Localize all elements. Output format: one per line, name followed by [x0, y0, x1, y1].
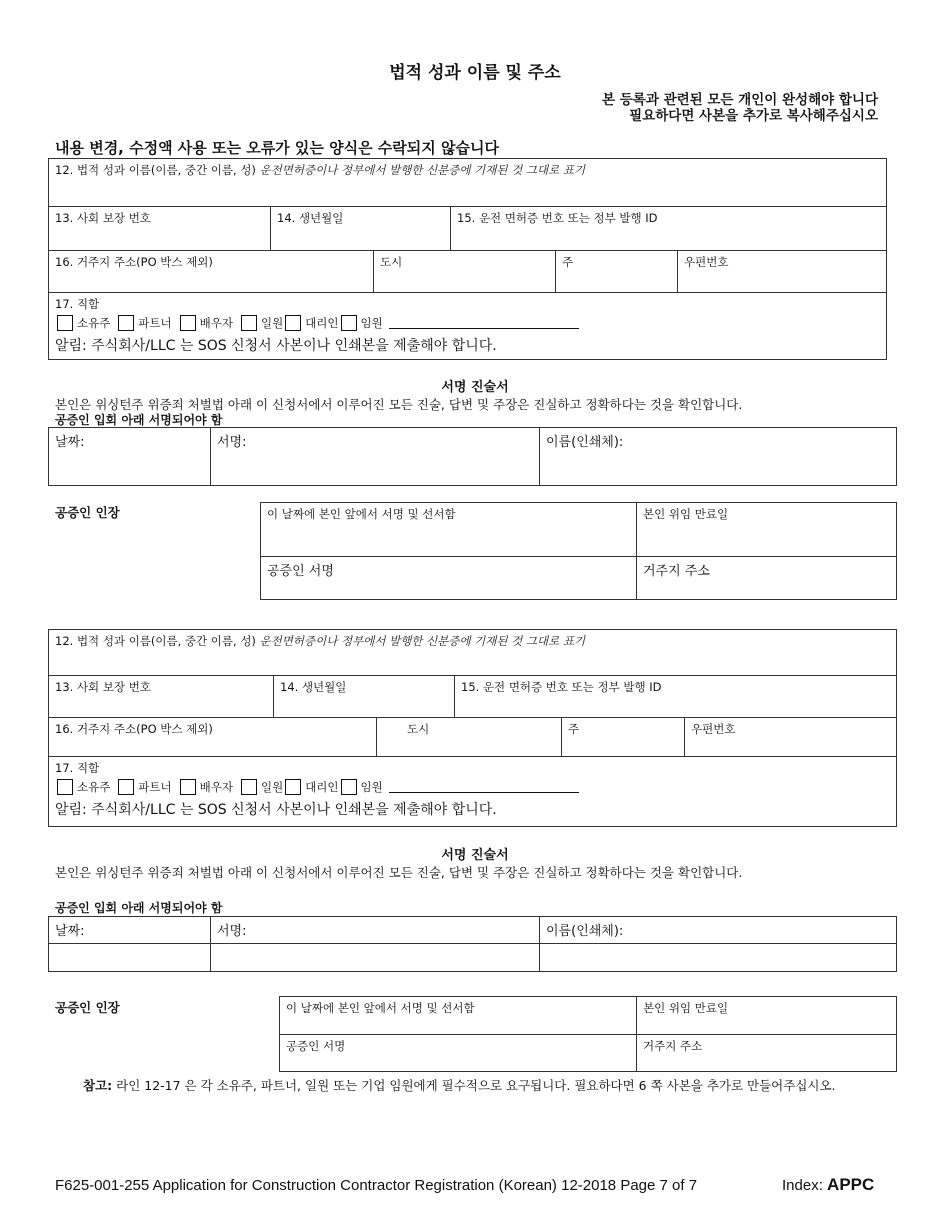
birthdate-label: 14. 생년월일 — [280, 680, 347, 694]
state-label: 주 — [568, 722, 580, 736]
option-agent: 대리인 — [305, 780, 339, 794]
print-name-label: 이름(인쇄체): — [546, 435, 624, 450]
note-prefix: 참고: — [83, 1078, 113, 1093]
state-field[interactable] — [556, 251, 678, 293]
state-label: 주 — [562, 255, 574, 269]
address-field[interactable] — [49, 251, 374, 293]
state-field-2[interactable] — [562, 718, 685, 757]
option-agent: 대리인 — [305, 316, 339, 330]
city-field[interactable] — [374, 251, 556, 293]
ssn-field[interactable] — [49, 207, 271, 251]
license-id-field[interactable] — [451, 207, 887, 251]
option-member: 일원 — [260, 316, 284, 330]
zip-label: 우편번호 — [684, 255, 729, 269]
checkbox-owner[interactable] — [57, 315, 73, 331]
checkbox-agent[interactable] — [285, 315, 301, 331]
page-title: 법적 성과 이름 및 주소 — [389, 63, 561, 83]
sworn-label: 이 날짜에 본인 앞에서 서명 및 선서함 — [286, 1001, 475, 1015]
option-officer: 임원 — [360, 316, 383, 330]
signature-table-2 — [48, 916, 897, 972]
address-label: 16. 거주지 주소(PO 박스 제외) — [55, 255, 213, 269]
commission-field-2[interactable] — [637, 997, 897, 1035]
option-owner: 소유주 — [77, 316, 111, 330]
address-field-2[interactable] — [49, 718, 377, 757]
notary-stamp-label-2: 공증인 인장 — [55, 1000, 120, 1015]
checkbox-member-2[interactable] — [241, 779, 257, 795]
option-partner: 파트너 — [138, 316, 172, 330]
date-label-cell-2 — [49, 917, 211, 944]
zip-field-2[interactable] — [685, 718, 897, 757]
city-label: 도시 — [407, 722, 430, 736]
signature-statement-2: 본인은 위싱턴주 위증죄 처벌법 아래 이 신청서에서 이루어진 모든 진술, 답변 및 주장은 진실하고 정확하다는 것을 확인합니다. — [55, 865, 743, 880]
birthdate-label: 14. 생년월일 — [277, 211, 344, 225]
print-name-field-1[interactable] — [540, 428, 897, 486]
signature-statement-1: 본인은 위싱턴주 위증죄 처벌법 아래 이 신청서에서 이루어진 모든 진술, 답변 및 주장은 진실하고 정확하다는 것을 확인합니다. — [55, 397, 743, 412]
sign-label-cell-2 — [211, 917, 540, 944]
checkbox-officer[interactable] — [341, 315, 357, 331]
legal-name-hint: 운전면허증이나 정부에서 발행한 신분증에 기재된 것 그대로 표기 — [259, 163, 586, 177]
sign-label: 서명: — [217, 924, 247, 939]
residence-label: 거주지 주소 — [643, 1039, 703, 1053]
sign-field-2[interactable] — [211, 944, 540, 972]
birthdate-field[interactable] — [271, 207, 451, 251]
license-id-field-2[interactable] — [455, 676, 897, 718]
checkbox-owner-2[interactable] — [57, 779, 73, 795]
date-field-1[interactable] — [49, 428, 211, 486]
license-id-label: 15. 운전 면허증 번호 또는 정부 발행 ID — [461, 680, 662, 694]
commission-label: 본인 위임 만료일 — [643, 507, 729, 521]
occupation-options — [55, 315, 880, 331]
commission-field-1[interactable] — [637, 503, 897, 557]
date-label: 날짜: — [55, 435, 85, 450]
option-member: 일원 — [260, 780, 284, 794]
required-line-1: 본 등록과 관련된 모든 개인이 완성해야 합니다 — [602, 92, 878, 108]
note-text: 라인 12-17 은 각 소유주, 파트너, 일원 또는 기업 임원에게 필수적으로 요구됩니다. 필요하다면 6 쪽 사본을 추가로 만들어주십시오. — [116, 1078, 836, 1093]
llc-notice: 알림: 주식회사/LLC 는 SOS 신청서 사본이나 인쇄본을 제출해야 합니다. — [55, 338, 497, 354]
title-field-2 — [49, 757, 897, 827]
commission-label: 본인 위임 만료일 — [643, 1001, 729, 1015]
index-value: APPC — [827, 1175, 875, 1194]
option-officer: 임원 — [360, 780, 383, 794]
title-label: 17. 직함 — [55, 761, 100, 775]
notary-sign-label: 공증인 서명 — [286, 1039, 346, 1053]
checkbox-agent-2[interactable] — [285, 779, 301, 795]
title-field — [49, 293, 887, 360]
legal-name-field[interactable] — [49, 159, 887, 207]
ssn-label: 13. 사회 보장 번호 — [55, 680, 151, 694]
index-label: Index: — [782, 1177, 823, 1194]
checkbox-member[interactable] — [241, 315, 257, 331]
address-label: 16. 거주지 주소(PO 박스 제외) — [55, 722, 213, 736]
legal-name-label: 12. 법적 성과 이름(이름, 중간 이름, 성) — [55, 163, 256, 177]
ssn-field-2[interactable] — [49, 676, 274, 718]
signature-table-1 — [48, 427, 897, 486]
residence-field-1[interactable] — [637, 557, 897, 600]
notary-required-1: 공증인 입회 아래 서명되어야 함 — [55, 413, 223, 427]
sworn-field-2[interactable] — [280, 997, 637, 1035]
option-partner: 파트너 — [138, 780, 172, 794]
reference-note — [83, 1077, 843, 1095]
license-id-label: 15. 운전 면허증 번호 또는 정부 발행 ID — [457, 211, 658, 225]
alteration-warning: 내용 변경, 수정액 사용 또는 오류가 있는 양식은 수락되지 않습니다 — [55, 139, 499, 157]
notary-table-1 — [260, 502, 897, 600]
ssn-label: 13. 사회 보장 번호 — [55, 211, 151, 225]
checkbox-partner-2[interactable] — [118, 779, 134, 795]
llc-notice-2: 알림: 주식회사/LLC 는 SOS 신청서 사본이나 인쇄본을 제출해야 합니다. — [55, 802, 497, 818]
signature-title-1: 서명 진술서 — [441, 380, 509, 395]
city-field-2[interactable] — [377, 718, 562, 757]
occupation-options-2 — [55, 779, 890, 795]
person-form-2 — [48, 629, 897, 827]
title-label: 17. 직함 — [55, 297, 100, 311]
print-name-label: 이름(인쇄체): — [546, 924, 624, 939]
residence-label: 거주지 주소 — [643, 564, 710, 579]
officer-title-line[interactable] — [389, 317, 579, 329]
sign-label: 서명: — [217, 435, 247, 450]
residence-field-2[interactable] — [637, 1035, 897, 1072]
option-spouse: 배우자 — [199, 316, 233, 330]
person-form-1 — [48, 158, 887, 360]
date-label: 날짜: — [55, 924, 85, 939]
legal-name-hint: 운전면허증이나 정부에서 발행한 신분증에 기재된 것 그대로 표기 — [259, 634, 586, 648]
notary-sign-field-1[interactable] — [261, 557, 637, 600]
required-line-2: 필요하다면 사본을 추가로 복사해주십시오 — [629, 108, 878, 124]
notary-required-2: 공증인 입회 아래 서명되어야 함 — [55, 901, 223, 915]
print-name-field-2[interactable] — [540, 944, 897, 972]
option-spouse: 배우자 — [199, 780, 233, 794]
zip-label: 우편번호 — [691, 722, 736, 736]
notary-stamp-label-1: 공증인 인장 — [55, 505, 120, 520]
sworn-label: 이 날짜에 본인 앞에서 서명 및 선서함 — [267, 507, 456, 521]
checkbox-partner[interactable] — [118, 315, 134, 331]
signature-title-2: 서명 진술서 — [441, 848, 509, 863]
notary-sign-label: 공증인 서명 — [267, 564, 334, 579]
checkbox-spouse-2[interactable] — [180, 779, 196, 795]
officer-title-line-2[interactable] — [389, 781, 579, 793]
sworn-field-1[interactable] — [261, 503, 637, 557]
date-field-2[interactable] — [49, 944, 211, 972]
zip-field[interactable] — [678, 251, 887, 293]
birthdate-field-2[interactable] — [274, 676, 455, 718]
index-code — [782, 1175, 874, 1195]
notary-sign-field-2[interactable] — [280, 1035, 637, 1072]
form-footer: F625-001-255 Application for Construction Contractor Registration (Korean) 12-2018 Page 7 of 7 — [55, 1177, 698, 1194]
legal-name-label: 12. 법적 성과 이름(이름, 중간 이름, 성) — [55, 634, 256, 648]
checkbox-officer-2[interactable] — [341, 779, 357, 795]
city-label: 도시 — [380, 255, 403, 269]
sign-field-1[interactable] — [211, 428, 540, 486]
legal-name-field-2[interactable] — [49, 630, 897, 676]
notary-table-2 — [279, 996, 897, 1072]
checkbox-spouse[interactable] — [180, 315, 196, 331]
print-name-label-cell-2 — [540, 917, 897, 944]
required-instructions — [602, 92, 878, 124]
option-owner: 소유주 — [77, 780, 111, 794]
